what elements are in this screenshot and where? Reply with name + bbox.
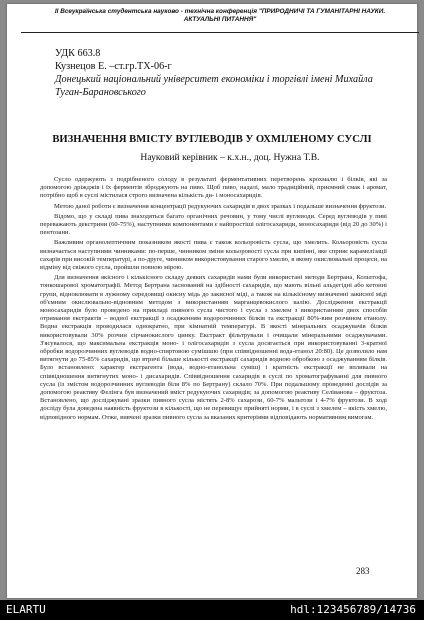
article-title: ВИЗНАЧЕННЯ ВМІСТУ ВУГЛЕВОДІВ У ОХМІЛЕНОМУ СУСЛІ xyxy=(52,134,372,145)
repository-footer xyxy=(0,600,424,620)
article-meta xyxy=(55,47,385,99)
handle-link[interactable]: hdl:123456789/14736 xyxy=(290,603,416,616)
author-line: Кузнецов Е. –ст.гр.ТХ-06-г xyxy=(55,61,172,72)
page-number: 283 xyxy=(356,566,370,576)
udk-code: УДК 663.8 xyxy=(55,48,101,59)
body-paragraph: Важливим органолептичним показником якості пива є також кольоровість сусла, що хмелить. Кольоровість сусла визначається наступними чинниками: по-перше, чинником зміни кольоровості сусла при кипінні, яке сприяє карамелізації сахарів при високій температурі, а по-друге, чинником використовування старого хмелю, в якому окислювальні процеси, на відміну від свіжого сусла, пройшли повною мірою. xyxy=(40,239,387,272)
supervisor-line: Науковий керівник – к.х.н., доц. Нужна Т.В. xyxy=(140,152,320,163)
article-body xyxy=(40,176,387,424)
body-paragraph: Сусло одержують з подрібненого солоду в результаті ферментативних перетворень крохмалю і білків, які за допомогою дріжджів і їх ферментів зброджують на пиво. Щоб пиво, надалі, мало традиційний, приємний смак і аромат, потрібно щоб в суслі містилася строго визначена кількість ди- і моносахаридів. xyxy=(40,176,387,200)
body-paragraph: Метою даної роботи є визначення концентрації редукуючих сахаридів в двох зразках і подальше визначення фруктози. xyxy=(54,202,387,210)
affiliation-line2: Туган-Барановського xyxy=(55,87,146,98)
repository-name: ELARTU xyxy=(6,603,46,616)
conference-header-line1: II Всеукраїнська студентська науково - технічна конференція "ПРИРОДНИЧІ ТА ГУМАНІТАРНІ НАУКИ. xyxy=(54,8,386,15)
body-paragraph: Відомо, що у складі пива знаходяться багато органічних речовин, у тому числі вуглеводи. Серед вуглеводів у пиві переважають декстрини (60-75%), наступними компонентами є найпростіші олігосахариди, моносахариди (від 20 до 30%) і пентозани. xyxy=(40,212,387,237)
conference-header-line2: АКТУАЛЬНІ ПИТАННЯ" xyxy=(183,16,257,23)
conference-header xyxy=(21,8,419,33)
body-paragraph: Для визначення якісного і кількісного складу деяких сахаридів нами були використані методи Бертрана, Кольтгофа, тонкошарової хроматографії. Метод Бертрана заснований на здібності сахаридів, що мають вільні альдегідні або кетонні групи, відновлювати в лужному середовищі окисну мідь до закисної міді, а також на кількісному визначенні закисної міді об'ємним окислювально-відновним методом з використанням марганцевокислого калію. Дослідження екстракції моносахаридів було проведено на прикладі пивного сусла чистого і сусла з хмелем з використанням двох способів отримання екстрактів – водної екстракції з осадженням водорозчинних білків та екстракції 80%-вим розчином етанолу. Водна екстракція проводилася однократно, при кімнатній температурі. В якості мінеральних осаджувачів білків використовували 30% розчин сірчанокислого цинку. Екстракт фільтрували і очищали мінеральними осаджувачами. З'ясувалося, що максимальна екстракція моно- і олігосахаридів з сусла досягається при використовуванні 3-кратної обробки водорозчинних вуглеводів водно-спиртовою сумішшю (при співвідношенні вода-етанол 20:80). Це дозволило нам витягнути до 75-85% сахаридів, що втричі більше кількості екстракції сахаридів водною обробкою з осаджуванням білків. Було встановлено: характер екстрагента (вода, водно-етанольна суміш) і кратність екстракції не впливали на співвідношення витягнутих моно- і дисахаридів. Співвідношення сахаридів в суслі по хроматографуванні для пивного сусла (із змістом водорозчинних вуглеводів біля 8% по Бертрану) склало 70%. При подальшому проведенні дослідів за допомогою реактиву Фелінга був визначений вміст редукуючих сахаридів; за допомогою реактиву Селіванова – фруктоза. Встановлено, що досліджувані зразки пивного сусла містять 2-8% сахарози, 60-7% мальтози і 4-7% фруктози. В ході досліду була доведена наявність фруктози в кількості, що не перевищує прийняті норми, і в суслі з хмелем – якість хмелю, відповідного нормам. Отже, вивчені зразки пивного сусла за вказаних критеріями відповідають нормативним вимогам. xyxy=(40,274,387,421)
affiliation-line1: Донецький національний університет економіки і торгівлі імені Михайла xyxy=(55,74,373,85)
